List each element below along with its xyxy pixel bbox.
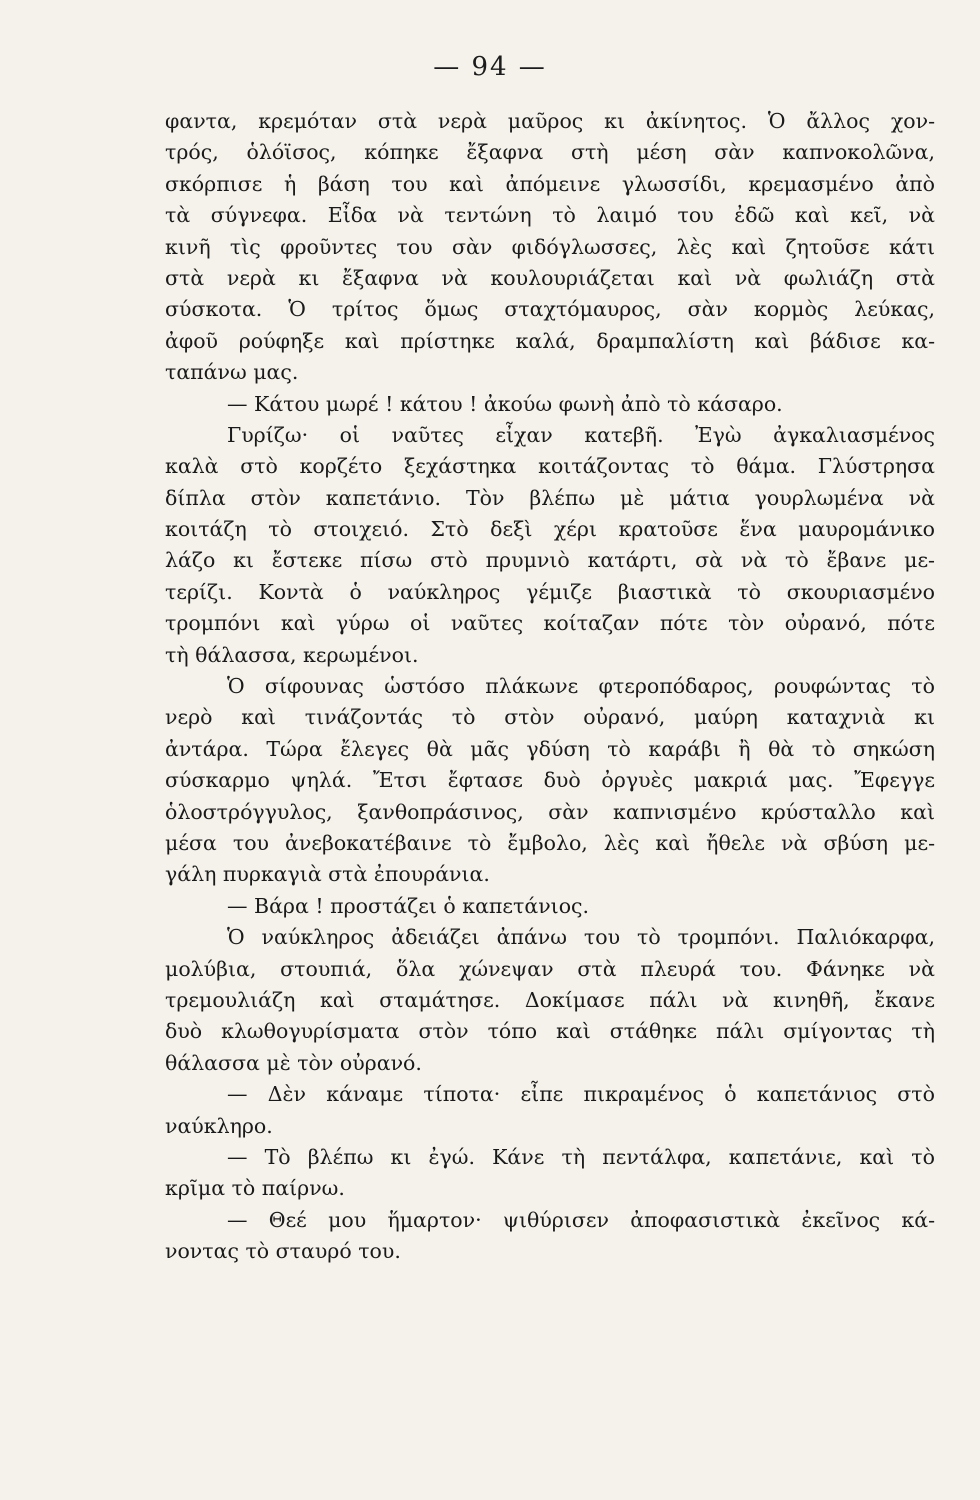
- text-line: ταπάνω μας.: [165, 360, 299, 385]
- text-line: κινῆ τὶς φροῦντες του σὰν φιδόγλωσσες, λὲς καὶ ζητοῦσε κάτι: [165, 234, 935, 259]
- text-line: σύσκαρμο ψηλά. Ἔτσι ἔφτασε δυὸ ὀργυὲς μακριά μας. Ἔφεγγε: [165, 768, 935, 793]
- text-line: μέσα του ἀνεβοκατέβαινε τὸ ἔμβολο, λὲς καὶ ἤθελε νὰ σβύση με-: [165, 830, 935, 855]
- text-line: δυὸ κλωθογυρίσματα στὸν τόπο καὶ στάθηκε πάλι σμίγοντας τὴ: [165, 1019, 935, 1044]
- text-line: λάζο κι ἔστεκε πίσω στὸ πρυμνιὸ κατάρτι, σὰ νὰ τὸ ἔβανε με-: [165, 548, 935, 573]
- text-line: — Κάτου μωρέ ! κάτου ! ἀκούω φωνὴ ἀπὸ τὸ κάσαρο.: [227, 391, 783, 416]
- page-number: — 94 —: [433, 52, 547, 82]
- text-line: θάλασσα μὲ τὸν οὐρανό.: [165, 1050, 422, 1075]
- text-line: νοντας τὸ σταυρό του.: [165, 1239, 401, 1264]
- text-line: στὰ νερὰ κι ἔξαφνα νὰ κουλουριάζεται καὶ νὰ φωλιάζη στὰ: [165, 265, 935, 290]
- text-line: μολύβια, στουπιά, ὅλα χώνεψαν στὰ πλευρά του. Φάνηκε νὰ: [165, 956, 935, 981]
- text-line: τρομπόνι καὶ γύρω οἱ ναῦτες κοίταζαν πότε τὸν οὐρανό, πότε: [165, 611, 935, 636]
- text-line: — Τὸ βλέπω κι ἐγώ. Κάνε τὴ πεντάλφα, καπετάνιε, καὶ τὸ: [227, 1144, 935, 1169]
- text-line: Ὁ σίφουνας ὡστόσο πλάκωνε φτεροπόδαρος, ρουφώντας τὸ: [227, 674, 935, 699]
- text-line: ἀφοῦ ρούφηξε καὶ πρίστηκε καλά, δραμπαλίστη καὶ βάδισε κα-: [165, 328, 935, 353]
- text-line: κρῖμα τὸ παίρνω.: [165, 1176, 345, 1201]
- text-line: καλὰ στὸ κορζέτο ξεχάστηκα κοιτάζοντας τὸ θάμα. Γλύστρησα: [165, 454, 935, 479]
- text-line: σύσκοτα. Ὁ τρίτος ὅμως σταχτόμαυρος, σὰν κορμὸς λεύκας,: [165, 297, 935, 322]
- body-text: [165, 106, 935, 1267]
- text-line: φαντα, κρεμόταν στὰ νερὰ μαῦρος κι ἀκίνητος. Ὁ ἄλλος χον-: [165, 109, 935, 133]
- text-line: σκόρπισε ἡ βάση του καὶ ἀπόμεινε γλωσσίδι, κρεμασμένο ἀπὸ: [165, 171, 935, 196]
- text-line: — Βάρα ! προστάζει ὁ καπετάνιος.: [227, 893, 590, 918]
- text-line: Ὁ ναύκληρος ἀδειάζει ἀπάνω του τὸ τρομπόνι. Παλιόκαρφα,: [227, 925, 935, 950]
- text-line: τρός, ὁλόϊσος, κόπηκε ἔξαφνα στὴ μέση σὰν καπνοκολῶνα,: [165, 140, 935, 165]
- text-line: γάλη πυρκαγιὰ στὰ ἐπουράνια.: [165, 862, 490, 887]
- text-line: τερίζι. Κοντὰ ὁ ναύκληρος γέμιζε βιαστικὰ τὸ σκουριασμένο: [165, 579, 935, 604]
- text-line: τὰ σύγνεφα. Εἶδα νὰ τεντώνη τὸ λαιμό του ἐδῶ καὶ κεῖ, νὰ: [165, 203, 935, 228]
- text-line: — Θεέ μου ἥμαρτον· ψιθύρισεν ἀποφασιστικὰ ἐκεῖνος κά-: [227, 1207, 935, 1232]
- text-line: δίπλα στὸν καπετάνιο. Τὸν βλέπω μὲ μάτια γουρλωμένα νὰ: [165, 485, 935, 510]
- text-line: ναύκληρο.: [165, 1113, 273, 1138]
- text-line: τρεμουλιάζη καὶ σταμάτησε. Δοκίμασε πάλι νὰ κινηθῆ, ἔκανε: [165, 987, 935, 1012]
- text-line: κοιτάζη τὸ στοιχειό. Στὸ δεξὶ χέρι κρατοῦσε ἕνα μαυρομάνικο: [165, 517, 935, 542]
- text-line: τὴ θάλασσα, κερωμένοι.: [165, 642, 419, 667]
- text-line: ἀντάρα. Τώρα ἔλεγες θὰ μᾶς γδύση τὸ καράβι ἢ θὰ τὸ σηκώση: [165, 736, 935, 761]
- text-line: Γυρίζω· οἱ ναῦτες εἶχαν κατεβῆ. Ἐγὼ ἀγκαλιασμένος: [227, 422, 935, 447]
- text-line: νερὸ καὶ τινάζοντάς τὸ στὸν οὐρανό, μαύρη καταχνιὰ κι: [165, 705, 935, 730]
- text-line: — Δὲν κάναμε τίποτα· εἶπε πικραμένος ὁ καπετάνιος στὸ: [227, 1082, 935, 1107]
- text-line: ὁλοστρόγγυλος, ξανθοπράσινος, σὰν καπνισμένο κρύσταλλο καὶ: [165, 799, 935, 824]
